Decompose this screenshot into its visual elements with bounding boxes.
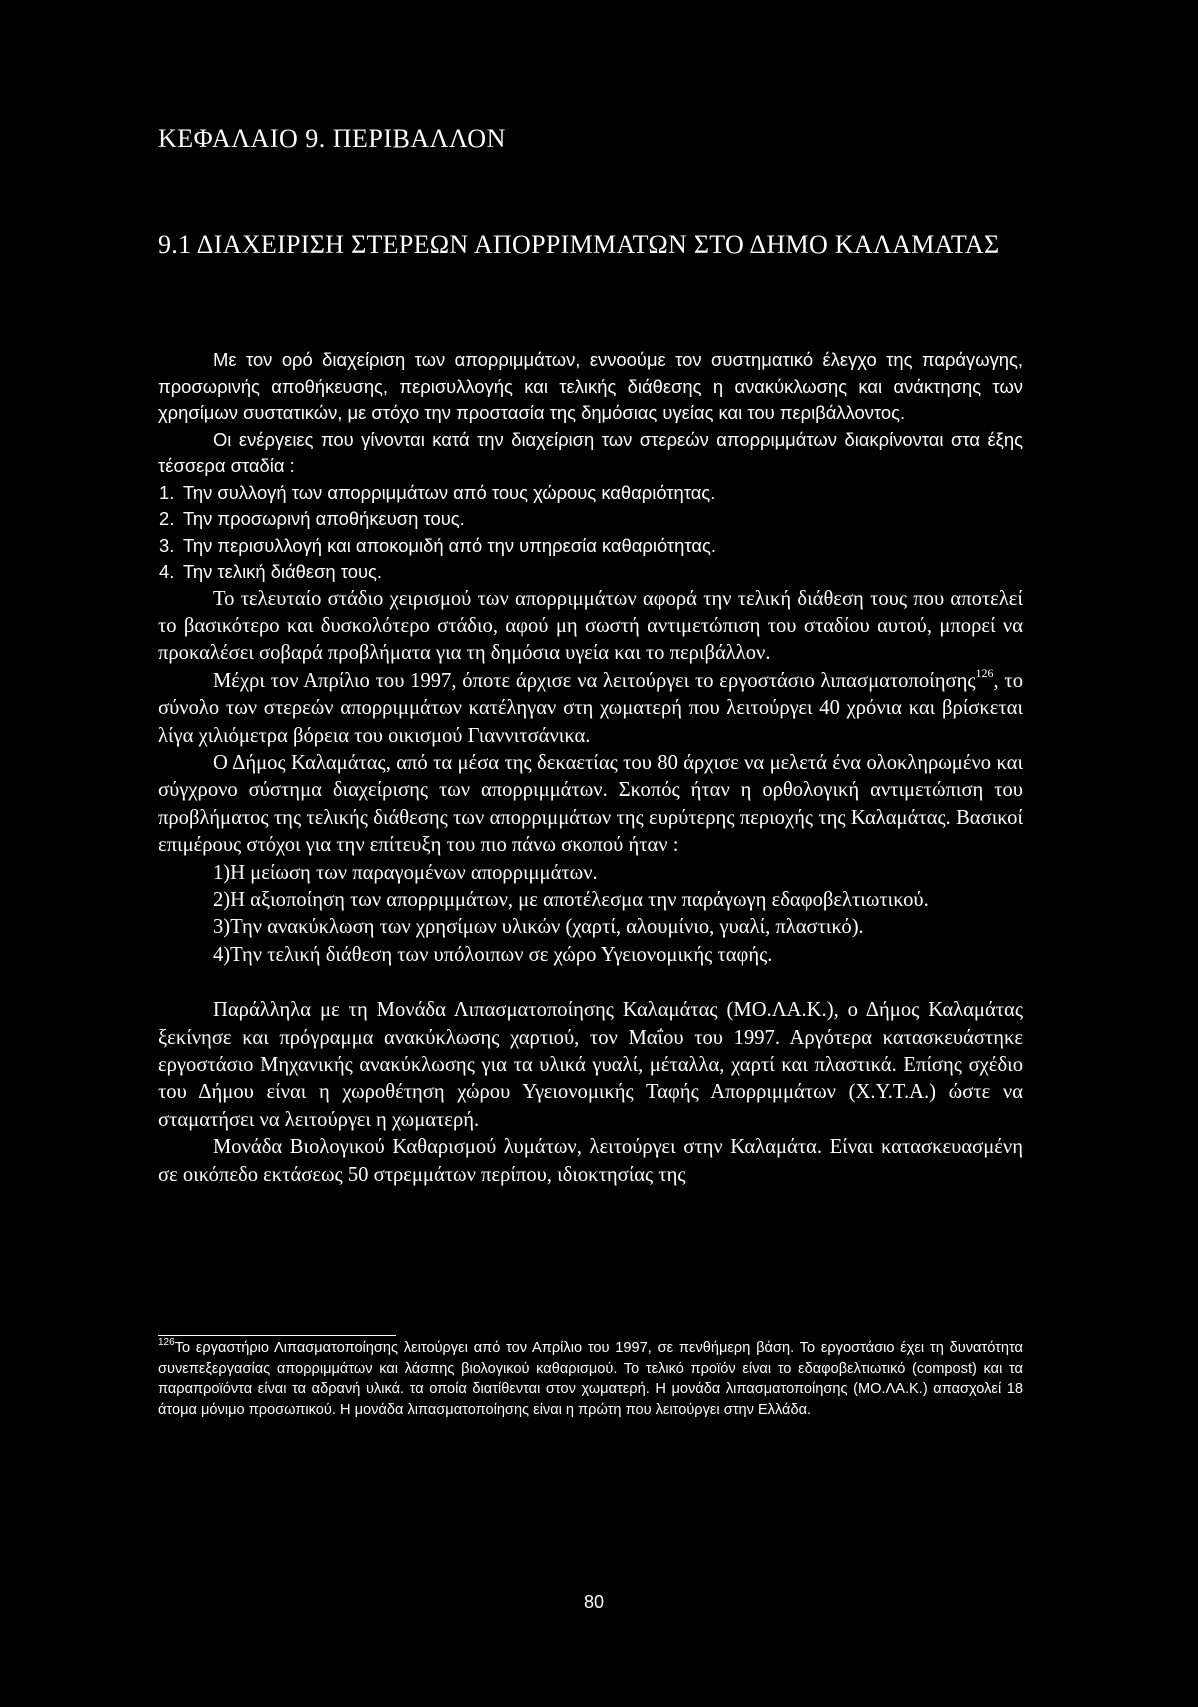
goal-item: 2)Η αξιοποίηση των απορριμμάτων, με αποτέλεσμα την παράγωγη εδαφοβελτιωτικού. [213,888,929,911]
footnote [158,1338,1023,1420]
paragraph-gap [158,969,1023,997]
list-item [158,480,1023,507]
page-number [0,1592,1198,1613]
footnote-marker: 126 [158,1337,175,1348]
footnote-divider [158,1335,396,1336]
stages-intro-paragraph: Οι ενέργειες που γίνονται κατά την διαχείριση των στερεών απορριμμάτων διακρίνονται στα έξης τέσσερα σταδία : [158,428,1023,476]
chapter-title: ΚΕΦΑΛΑΙΟ 9. ΠΕΡΙΒΑΛΛΟΝ [158,124,506,153]
list-item-text: Την περισυλλογή και αποκομιδή από την υπηρεσία καθαριότητας. [183,534,717,556]
section-title: 9.1 ΔΙΑΧΕΙΡΙΣΗ ΣΤΕΡΕΩΝ ΑΠΟΡΡΙΜΜΑΤΩΝ ΣΤΟ ΔΗΜΟ ΚΑΛΑΜΑΤΑΣ [158,230,1000,259]
page-number-text: 80 [583,1592,605,1612]
history-text-start: Μέχρι τον Απρίλιο του 1997, όποτε άρχισε να λειτούργει το εργοστάσιο λιπασματοποίησης [213,669,976,692]
goal-item: 1)Η μείωση των παραγομένων απορριμμάτων. [213,861,598,884]
list-item-text: Την τελική διάθεση τους. [183,561,383,582]
footnote-text: Το εργαστήριο Λιπασματοποίησης λειτούργει από τον Απρίλιο του 1997, σε πενθήμερη βάση. Το εργοστάσιο έχει τη δυνατότητα συνεπεξεργασίας απορριμμάτων και λάσπης βιολογικού καθαρισμού. Το τελικό προϊόν είναι το εδαφοβελτιωτικό (compost) και τα παραπροϊόντα είναι τα αδρανή υλικά. τα οποία διατίθενται στον χωματερή. Η μονάδα λιπασματοποίησης (ΜΟ.ΛΑ.Κ.) απασχολεί 18 άτομα μόνιμο προσωπικού. Η μονάδα λιπασματοποίησης είναι η πρώτη που λειτούργει στην Ελλάδα. [158,1340,1023,1418]
list-item-number: 3. [159,534,175,556]
biological-treatment-paragraph: Μονάδα Βιολογικού Καθαρισμού λυμάτων, λειτούργει στην Καλαμάτα. Είναι κατασκευασμένη σε οικόπεδο εκτάσεως 50 στρεμμάτων περίπου, ιδιοκτησίας της [158,1136,1023,1186]
body-text [158,347,1023,1189]
history-paragraph [158,665,1023,750]
list-item-number: 2. [159,508,175,529]
stages-list [158,480,1023,586]
goal-item: 3)Την ανακύκλωση των χρησίμων υλικών (χαρτί, αλουμίνιο, γυαλί, πλαστικό). [213,916,864,939]
list-item [158,559,1023,586]
goal-item: 4)Την τελική διάθεση των υπόλοιπων σε χώρο Υγειονομικής ταφής. [213,943,773,966]
final-stage-paragraph: Το τελευταίο στάδιο χειρισμού των απορριμμάτων αφορά την τελική διάθεση τους που αποτελεί το βασικότερο και δυσκολότερο στάδιο, αφού μη σωστή αντιμετώπιση του σταδίου αυτού, μπορεί να προκαλέσει σοβαρά προβλήματα για τη δημόσια υγεία και το περιβάλλον. [158,587,1023,665]
list-item-number: 1. [159,481,175,503]
recycling-paragraph: Παράλληλα με τη Μονάδα Λιπασματοποίησης Καλαμάτας (ΜΟ.ΛΑ.Κ.), ο Δήμος Καλαμάτας ξεκίνησε και πρόγραμμα ανακύκλωσης χαρτιού, τον Μαΐου του 1997. Αργότερα κατασκευάστηκε εργοστάσιο Μηχανικής ανακύκλωσης για τα υλικά γυαλί, μέταλλα, χαρτί και πλαστικά. Επίσης σχέδιο του Δήμου είναι η χωροθέτηση χώρου Υγειονομικής Ταφής Απορριμμάτων (Χ.Υ.Τ.Α.) ώστε να σταματήσει να λειτούργει η χωματερή. [158,999,1023,1131]
list-item [158,533,1023,560]
footnote-reference: 126 [975,665,994,680]
municipality-paragraph: Ο Δήμος Καλαμάτας, από τα μέσα της δεκαετίας του 80 άρχισε να μελετά ένα ολοκληρωμένο και σύγχρονο σύστημα διαχείρισης των απορριμμάτων. Σκοπός ήταν η ορθολογική αντιμετώπιση του προβλήματος της τελικής διάθεσης των απορριμμάτων της ευρύτερης περιοχής της Καλαμάτας. Βασικοί επιμέρους στόχοι για την επίτευξη του πιο πάνω σκοπού ήταν : [158,751,1023,857]
list-item-text: Την συλλογή των απορριμμάτων από τους χώρους καθαριότητας. [183,481,716,503]
list-item [158,506,1023,533]
list-item-text: Την προσωρινή αποθήκευση τους. [183,508,465,529]
history-text-end: , το σύνολο των στερεών απορριμμάτων κατέληγαν στη χωματερή που λειτούργει 40 χρόνια και βρίσκεται λίγα χιλιόμετρα βόρεια του οικισμού Γιαννιτσάνικα. [158,669,1023,747]
list-item-number: 4. [159,561,175,582]
intro-paragraph: Με τον ορό διαχείριση των απορριμμάτων, εννοούμε τον συστηματικό έλεγχο της παράγωγης, προσωρινής αποθήκευσης, περισυλλογής και τελικής διάθεσης η ανακύκλωσης και ανάκτησης των χρησίμων συστατικών, με στόχο την προστασία της δημόσιας υγείας και του περιβάλλοντος. [158,349,1023,423]
